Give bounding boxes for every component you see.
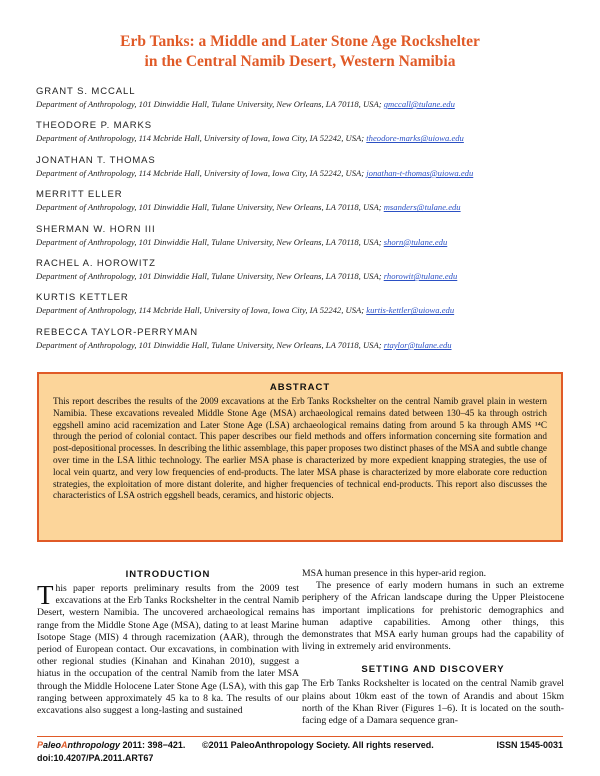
author-email-link[interactable]: jonathan-t-thomas@uiowa.edu [366,167,474,178]
author-name: MERRITT ELLER [36,189,123,201]
author-name: GRANT S. MCCALL [36,86,136,97]
author-affiliation: Department of Anthropology, 114 Mcbride Hall, University of Iowa, Iowa City, IA 52242, USA; theodore-marks@uiowa.edu [36,133,464,144]
introduction-paragraph: This paper reports preliminary results from the 2009 test excavations at the Erb Tanks Rockshelter in the central Namib Desert, western Namibia. The uncovered archaeological remains range from the Middle Stone Age (MSA), dating to at least Marine Isotope Stage (MIS) 4 through racemization (AAR), through the period of European contact. Our excavations, in combination with other regional studies (Kinahan and Kinahan 2010), suggest a hiatus in the occupation of the central Namib from the later MSA through the Middle Holocene Later Stone Age (LSA), with this gap ranging between approximately 45 ka to 8 ka. The results of our excavations also suggest a long-lasting and sustained [37,580,299,717]
title-line-1: Erb Tanks: a Middle and Later Stone Age Rockshelter [120,33,480,50]
author-email-link[interactable]: kurtis-kettler@uiowa.edu [366,305,455,316]
drop-cap: T [37,580,54,610]
author-affiliation: Department of Anthropology, 114 Mcbride Hall, University of Iowa, Iowa City, IA 52242, USA; kurtis-kettler@uiowa.edu [36,305,455,316]
author-list [36,86,576,361]
author-entry [36,155,576,189]
page-footer [37,739,563,763]
introduction-paragraph-continued: MSA human presence in this hyper-arid region. [302,568,487,579]
title-line-2: in the Central Namib Desert, Western Namibia [144,53,456,70]
author-name: KURTIS KETTLER [36,292,129,304]
setting-heading: SETTING AND DISCOVERY [361,664,505,676]
author-email-link[interactable]: theodore-marks@uiowa.edu [366,133,464,144]
abstract-heading: ABSTRACT [269,382,331,393]
copyright-notice: ©2011 PaleoAnthropology Society. All rights reserved. [202,740,434,750]
author-entry [36,258,576,292]
author-entry [36,292,576,326]
author-entry [36,327,576,361]
author-affiliation: Department of Anthropology, 101 Dinwiddie Hall, Tulane University, New Orleans, LA 70118, USA; rhorowit@tulane.edu [36,270,458,281]
author-affiliation: Department of Anthropology, 101 Dinwiddie Hall, Tulane University, New Orleans, LA 70118, USA; shorn@tulane.edu [36,236,448,247]
introduction-paragraph-2: The presence of early modern humans in such an extreme periphery of the African landscape during the Upper Pleistocene has important implications for prehistoric demographics and human adaptive capabilities. Among other things, this demonstrates that MSA early human groups had the capability of living in extremely arid environments. [302,580,564,653]
author-email-link[interactable]: rhorowit@tulane.edu [383,270,458,281]
right-column [302,568,564,727]
left-column [37,568,299,717]
author-email-link[interactable]: shorn@tulane.edu [383,236,448,247]
author-email-link[interactable]: rtaylor@tulane.edu [383,339,452,350]
author-affiliation: Department of Anthropology, 101 Dinwiddie Hall, Tulane University, New Orleans, LA 70118, USA; gmccall@tulane.edu [36,99,455,109]
author-email-link[interactable]: msanders@tulane.edu [383,202,461,213]
abstract-box [37,372,563,542]
author-entry [36,120,576,154]
author-name: RACHEL A. HOROWITZ [36,257,156,269]
author-affiliation: Department of Anthropology, 101 Dinwiddie Hall, Tulane University, New Orleans, LA 70118, USA; msanders@tulane.edu [36,202,461,213]
author-entry [36,86,576,120]
author-name: JONATHAN T. THOMAS [36,154,156,166]
author-email-link[interactable]: gmccall@tulane.edu [383,99,455,109]
journal-citation: PaleoAnthropology 2011: 398−421. [37,740,186,750]
doi[interactable]: doi:10.4207/PA.2011.ART67 [37,753,154,763]
introduction-heading: INTRODUCTION [125,569,211,580]
footer-rule [37,736,563,737]
author-entry [36,224,576,258]
setting-paragraph: The Erb Tanks Rockshelter is located on the central Namib gravel plains about 10km east of the town of Arandis and about 15km north of the Khan River (Figures 1–6). It is located on the south-facing edge of a Damara sequence gran- [302,678,564,727]
paper-title [0,32,600,72]
author-affiliation: Department of Anthropology, 114 Mcbride Hall, University of Iowa, Iowa City, IA 52242, USA; jonathan-t-thomas@uiowa.edu [36,167,474,178]
issn: ISSN 1545-0031 [496,740,563,750]
abstract-text: This report describes the results of the 2009 excavations at the Erb Tanks Rockshelter on the central Namib gravel plain in western Namibia. These excavations revealed Middle Stone Age (MSA) archaeological remains dated between 130–45 ka through ostrich eggshell amino acid racemization and Later Stone Age (LSA) archaeological remains dating from around 5 ka through AMS ¹⁴C through the period of colonial contact. This paper describes our field methods and offers information concerning site formation and post-depositional processes. In describing the lithic assemblage, this paper proposes two distinct phases of the MSA and subtle change over time in the LSA lithic technology. The earlier MSA phase is characterized by more expedient knapping strategies, the use of local vein quartz, and very low frequencies of end-products. The later MSA phase is characterized by more elaborate core reduction strategies, the exploitation of more distant dolerite, and higher frequencies of technical end-products. This report also discusses the characteristics of LSA ostrich eggshell beads, ceramics, and historic objects. [53,396,547,501]
author-affiliation: Department of Anthropology, 101 Dinwiddie Hall, Tulane University, New Orleans, LA 70118, USA; rtaylor@tulane.edu [36,339,452,350]
author-name: REBECCA TAYLOR-PERRYMAN [36,326,199,338]
author-entry [36,189,576,223]
author-name: SHERMAN W. HORN III [36,223,156,235]
author-name: THEODORE P. MARKS [36,120,152,132]
